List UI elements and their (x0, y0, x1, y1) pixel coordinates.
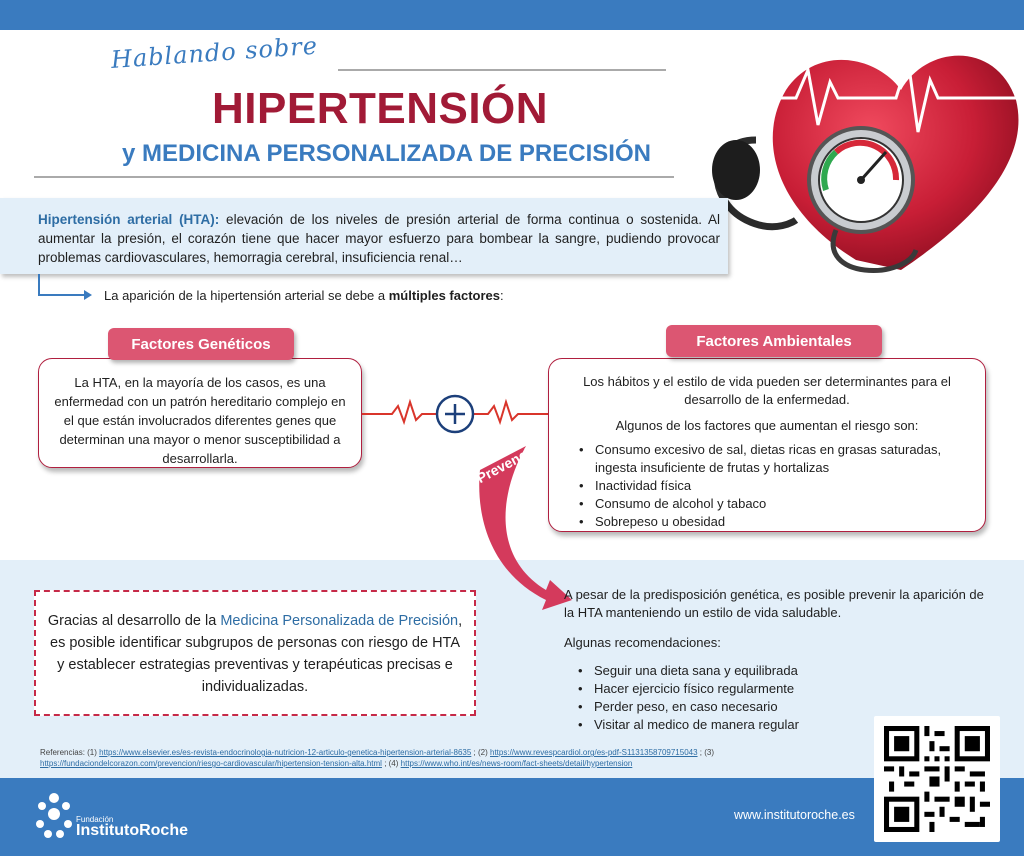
intro-end: : (500, 288, 504, 303)
website-link[interactable]: www.institutoroche.es (734, 808, 855, 822)
definition-box (0, 198, 728, 274)
arrow-right-icon (84, 290, 92, 300)
recommendations-p1: A pesar de la predisposición genética, es posible prevenir la aparición de la HTA manteniendo un estilo de vida saludable. (564, 587, 984, 620)
page-title: HIPERTENSIÓN (212, 84, 549, 133)
environmental-factors-card (548, 358, 986, 532)
intro-arrow-line-h (38, 294, 88, 296)
list-item: • Inactividad física (579, 477, 971, 495)
logo-figure-icon (34, 790, 74, 842)
logo-text: InstitutoRoche (76, 822, 188, 839)
intro-sentence (104, 288, 504, 303)
title-divider (338, 69, 666, 71)
list-item: • Consumo excesivo de sal, dietas ricas en grasas saturadas, ingesta insuficiente de frutas y hortalizas (579, 441, 971, 477)
intro-arrow-line (38, 274, 40, 296)
references-sep: ; (4) (381, 759, 401, 768)
qr-code-icon (884, 726, 990, 832)
list-item: • Visitar al medico de manera regular (578, 716, 984, 734)
list-item: • Perder peso, en caso necesario (578, 698, 984, 716)
precision-medicine-box (34, 590, 476, 716)
subtitle-divider (34, 176, 674, 178)
references-sep: ; (2) (471, 748, 490, 757)
definition-term: Hipertensión arterial (HTA): (38, 212, 220, 227)
reference-link-2[interactable]: https://www.revespcardiol.org/es-pdf-S1131358709715043 (490, 748, 698, 757)
genetic-factors-card (38, 358, 362, 468)
references-sep: ; (3) (697, 748, 714, 757)
reference-link-4[interactable]: https://www.who.int/es/news-room/fact-sheets/detail/hypertension (400, 759, 633, 768)
logo-small-text: Fundación (76, 815, 114, 824)
script-title: Hablando sobre (110, 31, 319, 74)
prevention-label: Prevención (474, 436, 549, 487)
environmental-factors-tag: Factores Ambientales (666, 325, 882, 357)
list-item: • Seguir una dieta sana y equilibrada (578, 662, 984, 680)
reference-link-3[interactable]: https://fundaciondelcorazon.com/prevencion/riesgo-cardiovascular/hipertension-tension-alta.html (40, 759, 382, 768)
references (40, 747, 730, 769)
list-item: • Sobrepeso u obesidad (579, 513, 971, 531)
reference-link-1[interactable]: https://www.elsevier.es/es-revista-endocrinologia-nutricion-12-articulo-genetica-hipertension-arterial-8635 (99, 748, 472, 757)
recommendations-p2: Algunas recomendaciones: (564, 635, 721, 650)
environmental-p2: Algunos de los factores que aumentan el riesgo son: (615, 418, 919, 433)
intro-bold: múltiples factores (388, 288, 501, 303)
list-item: • Consumo de alcohol y tabaco (579, 495, 971, 513)
mp-text-2: , es posible identificar subgrupos de personas con riesgo de HTA y establecer estrategias preventivas y terapéuticas precisas e individualizadas. (50, 613, 463, 695)
environmental-p1: Los hábitos y el estilo de vida pueden ser determinantes para el desarrollo de la enfermedad. (583, 374, 951, 407)
qr-code[interactable] (874, 716, 1000, 842)
list-item: • Hacer ejercicio físico regularmente (578, 680, 984, 698)
recommendations-block (564, 586, 984, 734)
page-subtitle: y MEDICINA PERSONALIZADA DE PRECISIÓN (122, 140, 651, 167)
genetic-factors-tag: Factores Genéticos (108, 328, 294, 360)
intro-text: La aparición de la hipertensión arterial se debe a (104, 288, 389, 303)
references-label: Referencias: (1) (40, 748, 100, 757)
heart-blood-pressure-illustration (686, 20, 1024, 300)
environmental-list (563, 441, 971, 531)
footer-bar (0, 778, 1024, 856)
mp-text-1: Gracias al desarrollo de la (47, 613, 221, 629)
definition-text: elevación de los niveles de presión arterial de forma continua o sostenida. Al aumentar la presión, el corazón tiene que hacer mayor esfuerzo para bombear la sangre, pudiendo provocar problemas cardiovasculares, hemorragia cerebral, insuficiencia renal… (38, 212, 720, 265)
genetic-factors-text: La HTA, en la mayoría de los casos, es una enfermedad con un patrón hereditario complejo en el que están involucrados diferentes genes que determinan una mayor o menor susceptibilidad a desarrollarla. (54, 375, 346, 466)
mp-highlight: Medicina Personalizada de Precisión (220, 613, 459, 629)
heartbeat-connector (362, 392, 548, 436)
